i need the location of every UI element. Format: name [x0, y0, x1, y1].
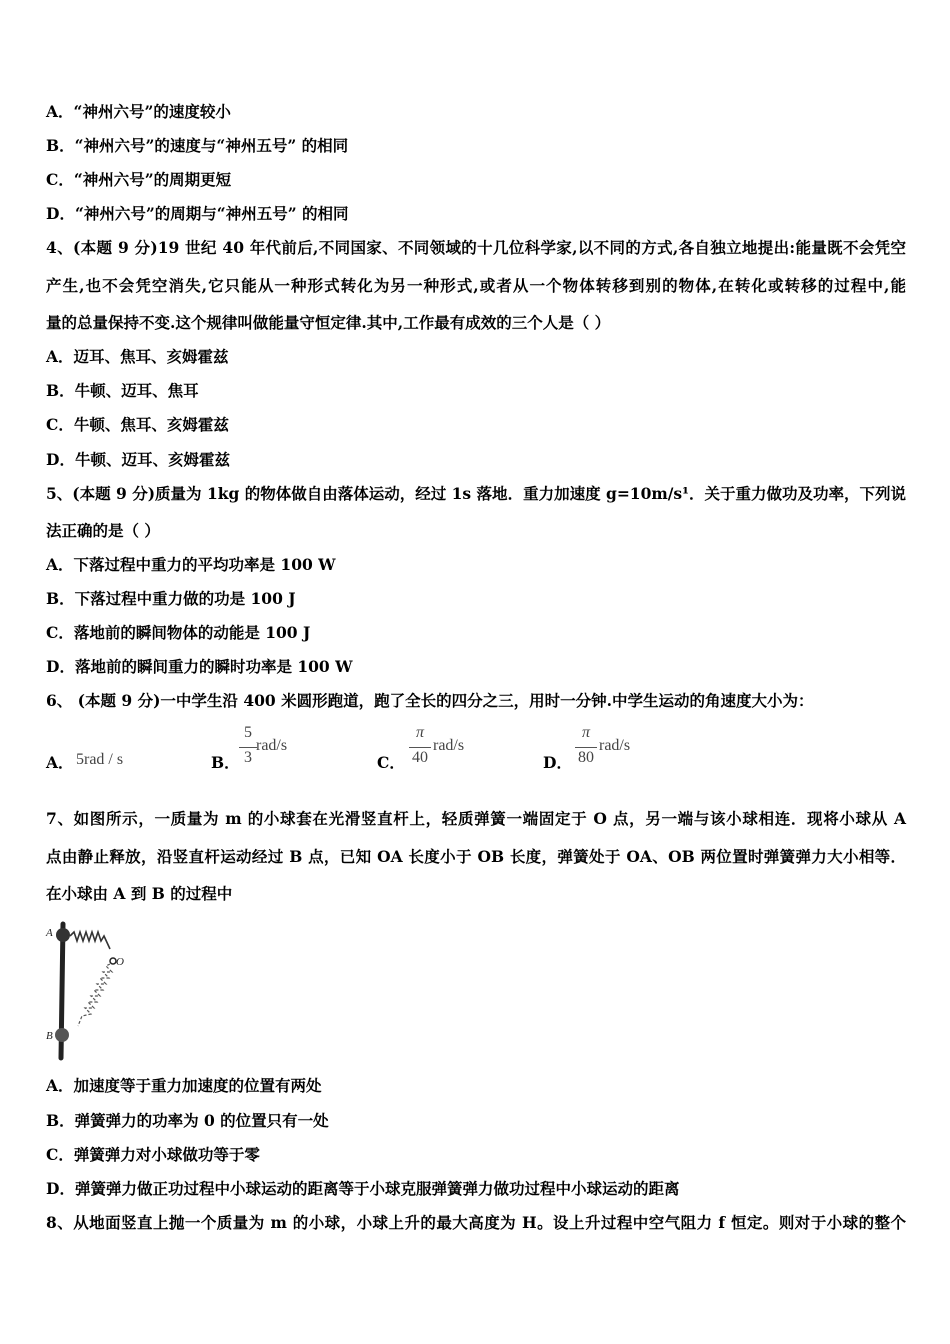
- q6-option-c-fraction-bar: [409, 747, 431, 748]
- q7-ball-b: [55, 1028, 69, 1042]
- q7-label-b: B: [46, 1030, 53, 1042]
- q8-stem-line-1: 8、从地面竖直上抛一个质量为 m 的小球，小球上升的最大高度为 H。设上升过程中空气阻力 f 恒定。则对于小球的整个: [46, 1213, 906, 1232]
- q6-option-c-unit: rad/s: [433, 737, 465, 754]
- q7-stem-line-1: 7、如图所示，一质量为 m 的小球套在光滑竖直杆上，轻质弹簧一端固定于 O 点，另一端与该小球相连．现将小球从 A: [46, 809, 906, 828]
- q7-spring-ao: [70, 932, 110, 949]
- q7-option-d: D．弹簧弹力做正功过程中小球运动的距离等于小球克服弹簧弹力做功过程中小球运动的距离: [46, 1179, 680, 1198]
- q7-label-o: O: [116, 956, 124, 968]
- q6-option-b-fraction-bar: [239, 747, 257, 748]
- q7-label-a: A: [46, 927, 53, 939]
- q4-option-d: D．牛顿、迈耳、亥姆霍兹: [46, 450, 230, 469]
- q7-option-a: A．加速度等于重力加速度的位置有两处: [46, 1076, 322, 1095]
- q4-stem-line-1: 4、(本题 9 分)19 世纪 40 年代前后,不同国家、不同领域的十几位科学家,以不同的方式,各自独立地提出:能量既不会凭空: [46, 238, 906, 257]
- q6-option-d-fraction: [573, 724, 599, 772]
- q7-spring-ob: [78, 964, 112, 1026]
- q6-option-c-numerator: π: [415, 724, 424, 741]
- q6-option-b-label: B．: [211, 753, 240, 772]
- q5-stem-line-2: 法正确的是（ ）: [46, 521, 160, 540]
- q4-option-a: A．迈耳、焦耳、亥姆霍兹: [46, 347, 229, 366]
- q7-option-c: C．弹簧弹力对小球做功等于零: [46, 1145, 260, 1164]
- q6-option-d-unit: rad/s: [599, 737, 631, 754]
- q4-stem-line-2: 产生,也不会凭空消失,它只能从一种形式转化为另一种形式,或者从一个物体转移到别的物体,在转化或转移的过程中,能: [46, 276, 906, 295]
- q6-option-d-fraction-bar: [575, 747, 597, 748]
- q6-option-b-numerator: 5: [244, 724, 252, 741]
- q7-stem-line-3: 在小球由 A 到 B 的过程中: [46, 884, 233, 903]
- q6-option-d-denominator: 80: [578, 749, 594, 766]
- q6-option-a-value: 5rad / s: [76, 751, 124, 768]
- q6-option-a-label: A．: [46, 753, 74, 772]
- q4-stem-line-3: 量的总量保持不变.这个规律叫做能量守恒定律.其中,工作最有成效的三个人是（ ）: [46, 313, 611, 332]
- q6-option-b-denominator: 3: [244, 749, 252, 766]
- q7-option-b: B．弹簧弹力的功率为 0 的位置只有一处: [46, 1111, 329, 1130]
- q6-stem: 6、 (本题 9 分)一中学生沿 400 米圆形跑道，跑了全长的四分之三，用时一分钟.中学生运动的角速度大小为：: [46, 691, 814, 710]
- q6-option-b-unit: rad/s: [256, 737, 288, 754]
- q6-option-d-numerator: π: [581, 724, 590, 741]
- q7-stem-line-2: 点由静止释放，沿竖直杆运动经过 B 点，已知 OA 长度小于 OB 长度，弹簧处于 OA、OB 两位置时弹簧弹力大小相等．: [46, 847, 906, 866]
- q3-option-d: D．“神州六号”的周期与“神州五号” 的相同: [46, 204, 349, 223]
- q3-option-c: C．“神州六号”的周期更短: [46, 170, 232, 189]
- q3-option-b: B．“神州六号”的速度与“神州五号” 的相同: [46, 136, 349, 155]
- q5-option-d: D．落地前的瞬间重力的瞬时功率是 100 W: [46, 657, 353, 676]
- q6-option-c-denominator: 40: [412, 749, 428, 766]
- q3-option-a: A．“神州六号”的速度较小: [46, 102, 231, 121]
- q7-figure: [44, 918, 144, 1063]
- q4-option-c: C．牛顿、焦耳、亥姆霍兹: [46, 415, 229, 434]
- q5-option-b: B．下落过程中重力做的功是 100 J: [46, 589, 296, 608]
- q4-option-b: B．牛顿、迈耳、焦耳: [46, 381, 199, 400]
- q6-option-c-label: C．: [377, 753, 405, 772]
- q5-stem-line-1: 5、(本题 9 分)质量为 1kg 的物体做自由落体运动，经过 1s 落地．重力加速度 g=10m/s¹．关于重力做功及功率，下列说: [46, 484, 906, 503]
- q5-option-c: C．落地前的瞬间物体的动能是 100 J: [46, 623, 311, 642]
- q5-option-a: A．下落过程中重力的平均功率是 100 W: [46, 555, 336, 574]
- q6-option-c-fraction: [407, 724, 433, 772]
- q7-ball-a: [56, 928, 70, 942]
- q6-option-d-label: D．: [543, 753, 572, 772]
